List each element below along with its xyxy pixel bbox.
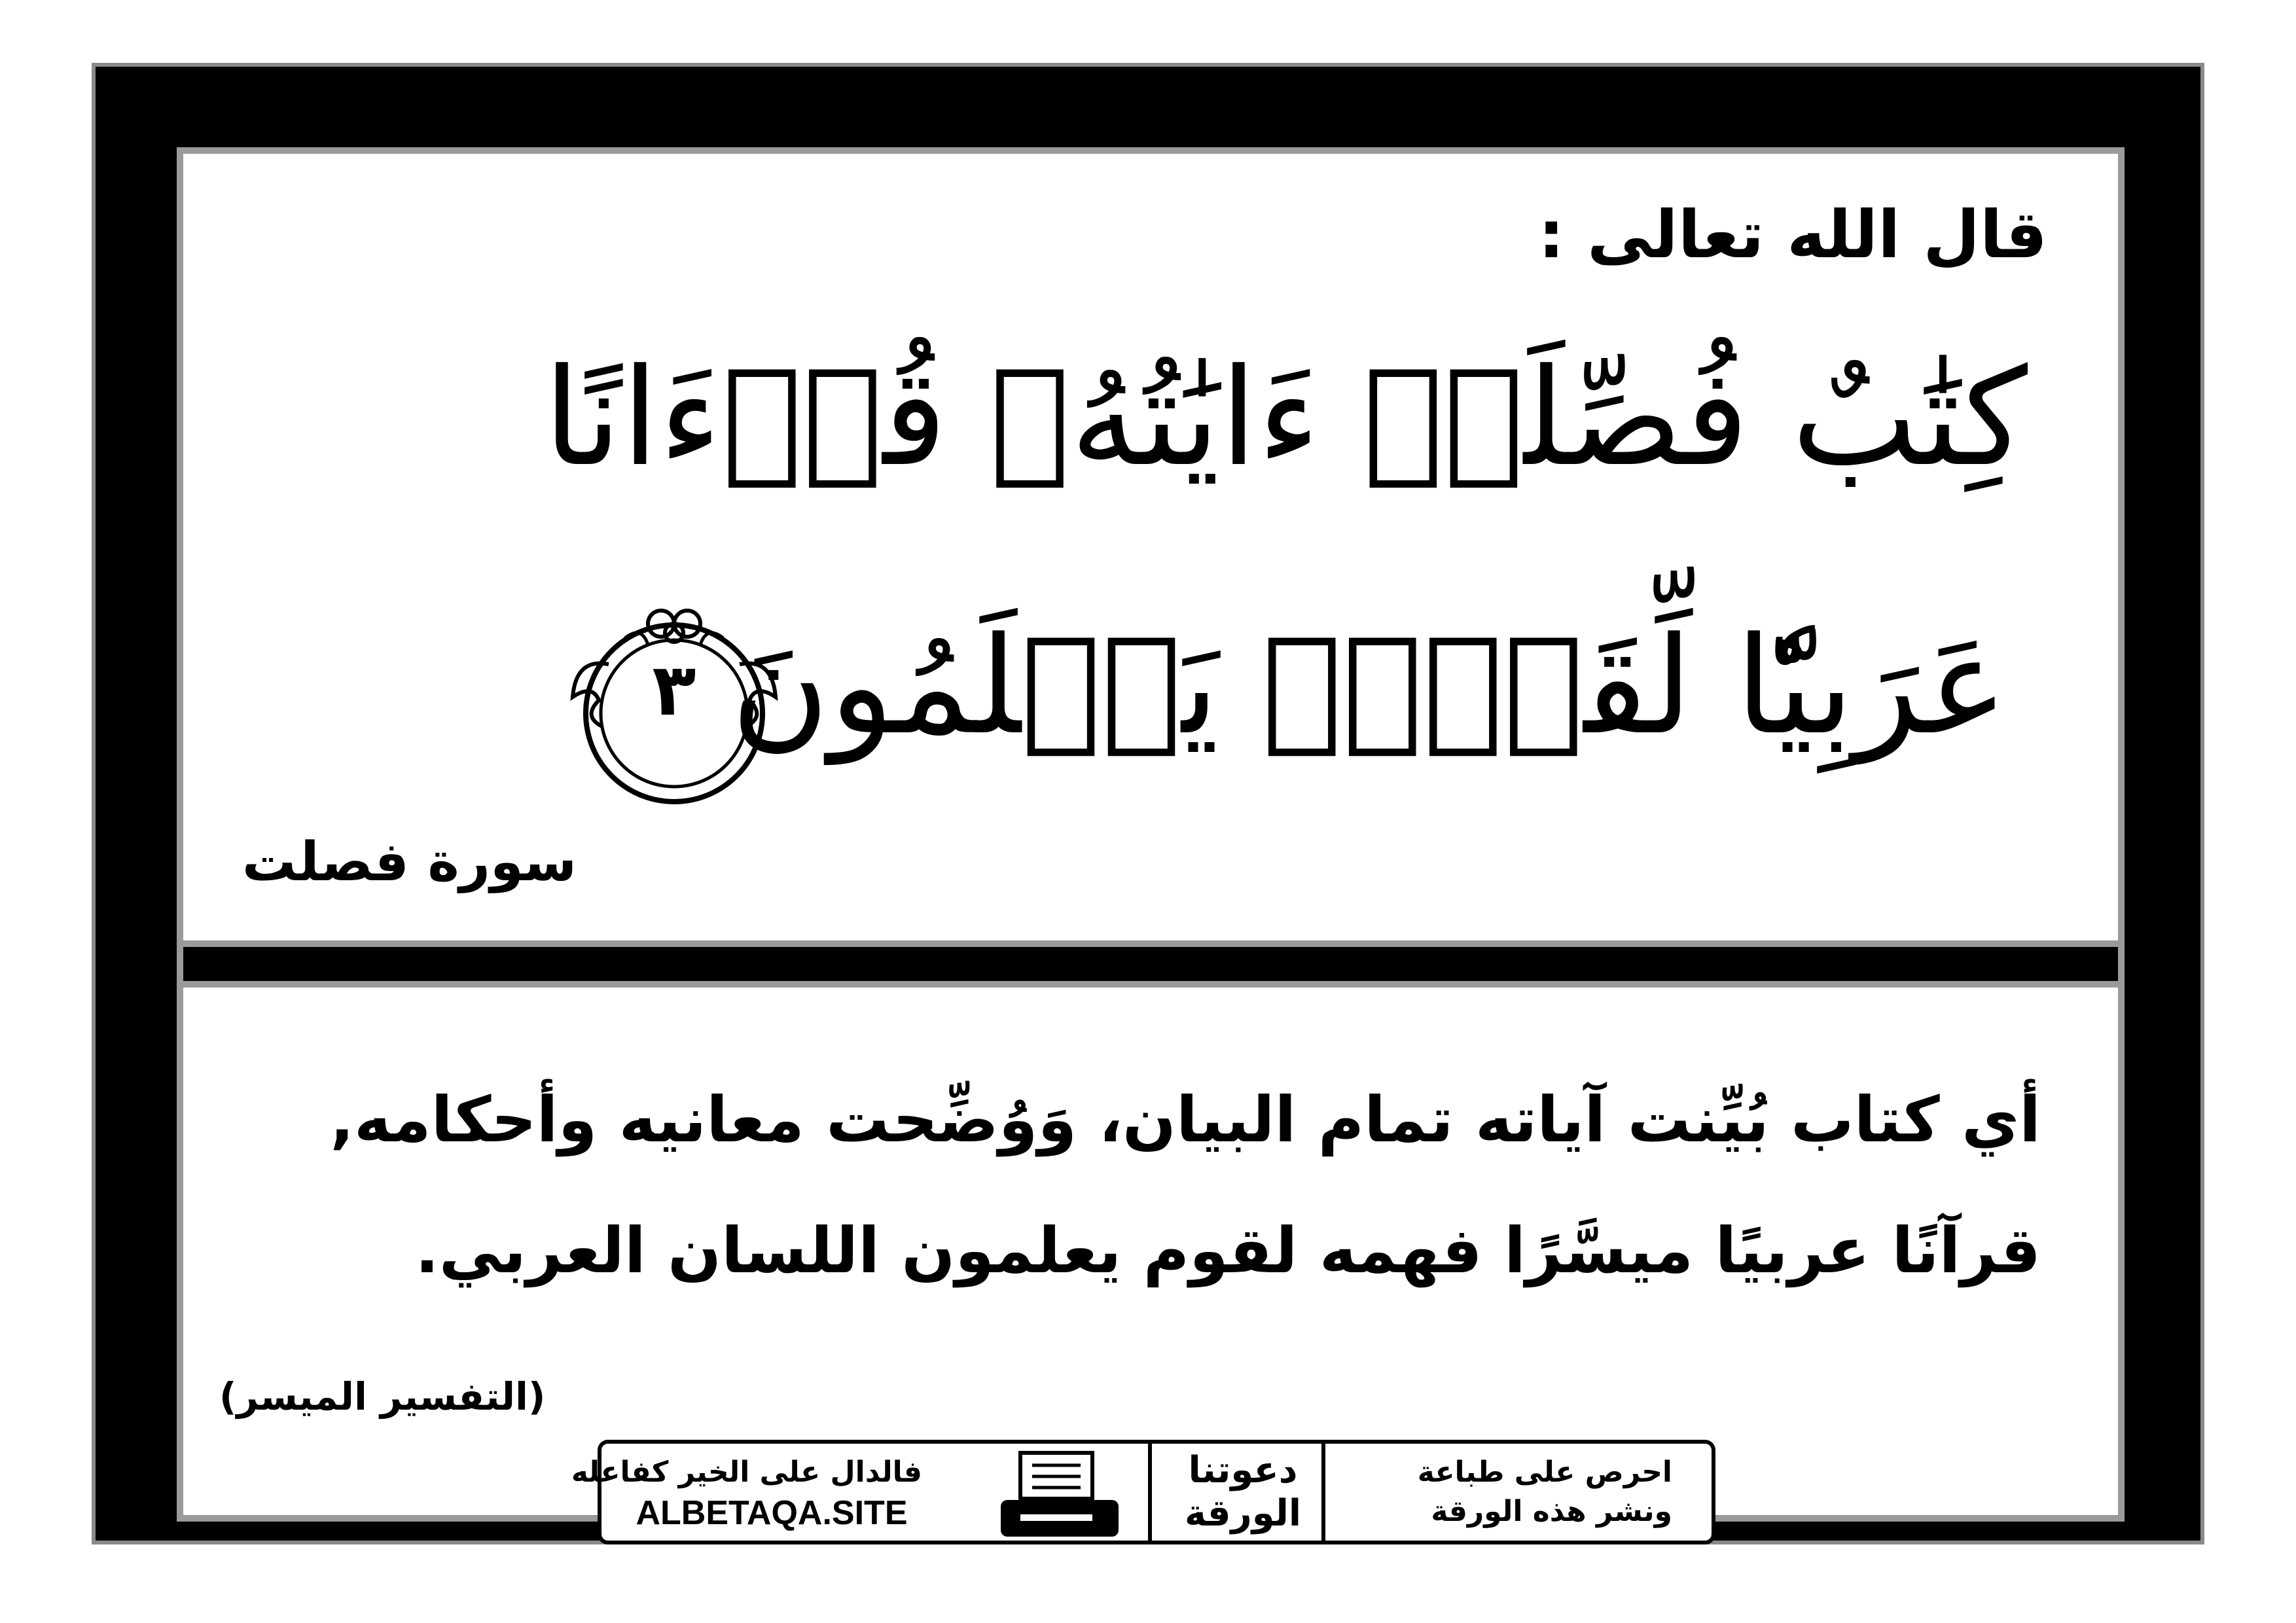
verse-intro: قال الله تعالى : xyxy=(1538,196,2047,273)
footer-banner xyxy=(571,1440,1715,1544)
verse-line-1: كِتَٰبٌ فُصِّلَتۡ ءَايَٰتُهُۥ قُرۡءَانًا xyxy=(543,340,2028,496)
footer-print-line-1: احرص على طباعة xyxy=(1417,1455,1672,1489)
verse-line-2: عَرَبِيّٗا لِّقَوۡمٖ يَعۡلَمُونَ xyxy=(730,609,2008,764)
kufic-logo-icon xyxy=(1177,1449,1308,1541)
tafsir-line-2: قرآنًا عربيًا ميسَّرًا فهمه لقوم يعلمون اللسان العربي. xyxy=(415,1214,2041,1287)
footer-print-line-2: ونشر هذه الورقة xyxy=(1431,1495,1672,1528)
printer-icon xyxy=(994,1449,1125,1541)
footer-separator xyxy=(1148,1444,1152,1541)
footer-website: ALBETAQA.SITE xyxy=(636,1494,908,1532)
tafsir-line-1: أي كتاب بُيِّنت آياته تمام البيان، وَوُضِّحت معانيه وأحكامه, xyxy=(330,1083,2041,1156)
ayah-marker xyxy=(563,586,785,815)
ayah-number: ٣ xyxy=(652,648,696,732)
surah-name: سورة فصلت xyxy=(242,831,577,893)
footer-separator xyxy=(1321,1444,1325,1541)
logo-line-2: الورقة xyxy=(1184,1492,1302,1535)
footer-saying: فالدال على الخير كفاعله xyxy=(571,1455,922,1489)
logo-line-1: دعوتنا xyxy=(1188,1449,1298,1491)
section-divider xyxy=(183,940,2118,988)
tafsir-source: (التفسير الميسر) xyxy=(219,1374,546,1419)
